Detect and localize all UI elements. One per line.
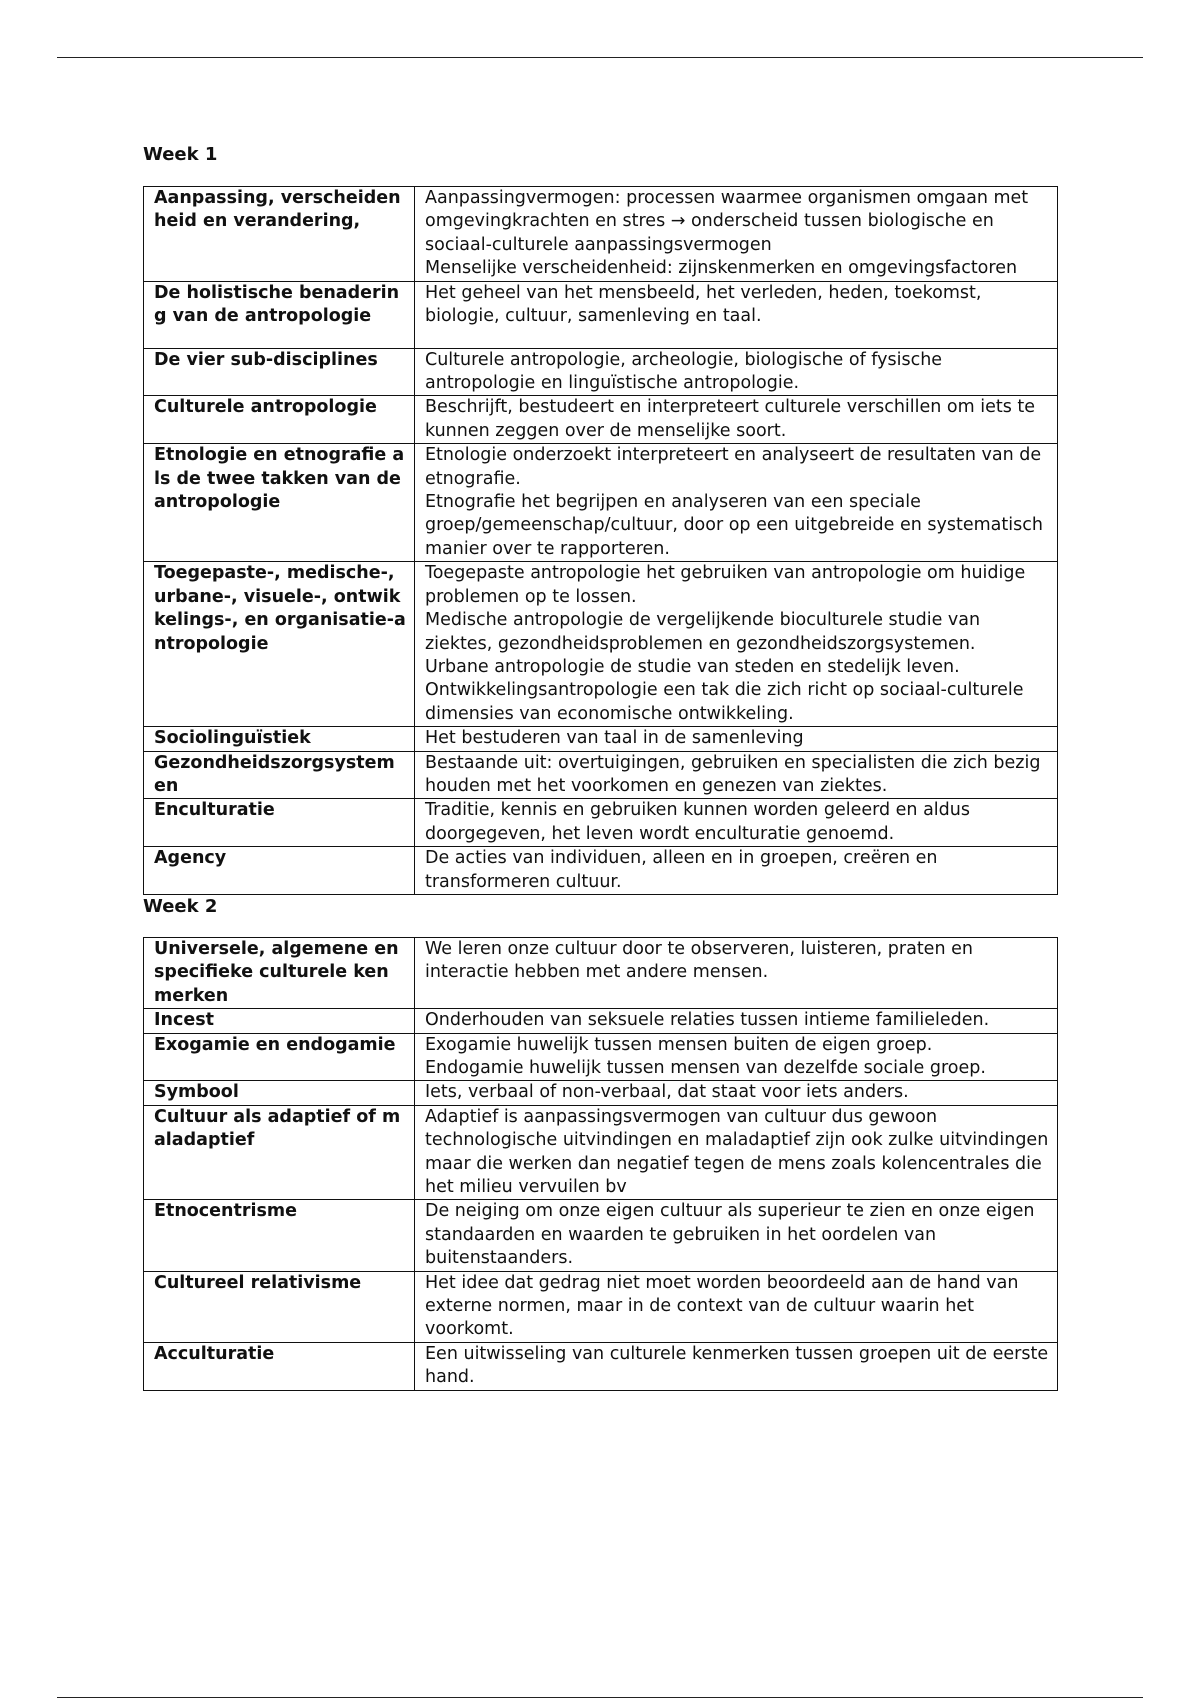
term-label: De vier sub-disciplines xyxy=(154,349,378,370)
definition-cell xyxy=(415,1081,1058,1105)
term-label: Symbool xyxy=(154,1082,239,1103)
term-label: De holistische benadering van de antropologie xyxy=(154,282,400,327)
term-label: Culturele antropologie xyxy=(154,397,377,418)
term-label: Etnologie en etnografie als de twee takken van de antropologie xyxy=(154,445,405,513)
term-cell xyxy=(144,1081,415,1105)
definition-text: Exogamie huwelijk tussen mensen buiten de eigen groep. xyxy=(425,1034,933,1055)
term-cell xyxy=(144,751,415,799)
term-cell xyxy=(144,396,415,444)
term-label: Exogamie en endogamie xyxy=(154,1034,396,1055)
definition-text: Toegepaste antropologie het gebruiken van antropologie om huidige problemen op te lossen. xyxy=(425,563,1026,607)
definition-cell xyxy=(415,1200,1058,1271)
definition-cell xyxy=(415,727,1058,751)
week-2-table-body xyxy=(144,937,1058,1390)
term-cell xyxy=(144,1033,415,1081)
definition-text: Endogamie huwelijk tussen mensen van dezelfde sociale groep. xyxy=(425,1058,986,1078)
week-1-heading: Week 1 xyxy=(143,144,218,165)
table-row xyxy=(144,396,1058,444)
term-cell xyxy=(144,1009,415,1033)
definition-text: Bestaande uit: overtuigingen, gebruiken en specialisten die zich bezig houden met het voorkomen en genezen van ziektes. xyxy=(425,752,1041,796)
term-label: Aanpassing, verscheidenheid en verandering, xyxy=(154,188,401,232)
definition-cell xyxy=(415,1105,1058,1200)
definition-text: Aanpassingvermogen: processen waarmee organismen omgaan met omgevingkrachten en stres → onderscheid tussen biologische en sociaal-culturele aanpassingsvermogen xyxy=(425,188,1029,255)
term-cell xyxy=(144,847,415,895)
document-body xyxy=(143,143,1058,1391)
term-cell xyxy=(144,727,415,751)
term-cell xyxy=(144,1200,415,1271)
term-cell xyxy=(144,1342,415,1390)
definition-cell xyxy=(415,847,1058,895)
table-row xyxy=(144,727,1058,751)
definition-text: Ontwikkelingsantropologie een tak die zich richt op sociaal-culturele dimensies van economische ontwikkeling. xyxy=(425,680,1024,724)
table-row xyxy=(144,1342,1058,1390)
definition-text: Onderhouden van seksuele relaties tussen intieme familieleden. xyxy=(425,1010,990,1031)
term-cell xyxy=(144,348,415,396)
definition-text: De acties van individuen, alleen en in groepen, creëren en transformeren cultuur. xyxy=(425,848,938,892)
term-cell xyxy=(144,799,415,847)
definition-text: Het geheel van het mensbeeld, het verleden, heden, toekomst, biologie, cultuur, samenleving en taal. xyxy=(425,282,982,327)
table-row xyxy=(144,1200,1058,1271)
term-label: Cultuur als adaptief of maladaptief xyxy=(154,1106,401,1151)
header-rule xyxy=(57,57,1143,58)
definition-text: Traditie, kennis en gebruiken kunnen worden geleerd en aldus doorgegeven, het leven wordt enculturatie genoemd. xyxy=(425,800,970,844)
term-label: Toegepaste-, medische-, urbane-, visuele-, ontwikkelings-, en organisatie-antropologie xyxy=(154,563,406,654)
definition-cell xyxy=(415,1271,1058,1342)
term-label: Gezondheidszorgsystemen xyxy=(154,752,395,796)
term-label: Incest xyxy=(154,1010,214,1031)
term-cell xyxy=(144,187,415,282)
definition-text: Culturele antropologie, archeologie, biologische of fysische antropologie en linguïstische antropologie. xyxy=(425,349,943,394)
definition-text: Etnologie onderzoekt interpreteert en analyseert de resultaten van de etnografie. xyxy=(425,445,1042,489)
table-row xyxy=(144,348,1058,396)
table-row xyxy=(144,847,1058,895)
definition-cell xyxy=(415,396,1058,444)
term-label: Sociolinguïstiek xyxy=(154,728,311,749)
definition-text: Het idee dat gedrag niet moet worden beoordeeld aan de hand van externe normen, maar in de context van de cultuur waarin het voorkomt. xyxy=(425,1272,1019,1340)
definition-cell xyxy=(415,937,1058,1008)
definition-text: Medische antropologie de vergelijkende bioculturele studie van ziektes, gezondheidsproblemen en gezondheidszorgsystemen. xyxy=(425,610,981,654)
table-row xyxy=(144,1105,1058,1200)
week-2-table xyxy=(143,937,1058,1391)
definition-cell xyxy=(415,348,1058,396)
term-cell xyxy=(144,937,415,1008)
table-row xyxy=(144,562,1058,727)
term-label: Universele, algemene en specifieke culturele kenmerken xyxy=(154,938,399,1006)
term-cell xyxy=(144,281,415,348)
definition-text: Menselijke verscheidenheid: zijnskenmerken en omgevingsfactoren xyxy=(425,258,1018,279)
definition-text: We leren onze cultuur door te observeren, luisteren, praten en interactie hebben met andere mensen. xyxy=(425,938,973,983)
definition-cell xyxy=(415,751,1058,799)
footer-rule xyxy=(57,1697,1143,1698)
table-row xyxy=(144,1033,1058,1081)
definition-cell xyxy=(415,187,1058,282)
definition-cell xyxy=(415,444,1058,562)
definition-cell xyxy=(415,281,1058,348)
week-1-table-body xyxy=(144,187,1058,895)
definition-cell xyxy=(415,1009,1058,1033)
table-row xyxy=(144,937,1058,1008)
table-row xyxy=(144,444,1058,562)
definition-text: Beschrijft, bestudeert en interpreteert culturele verschillen om iets te kunnen zeggen over de menselijke soort. xyxy=(425,397,1036,441)
week-2-heading: Week 2 xyxy=(143,895,218,917)
term-cell xyxy=(144,1105,415,1200)
term-label: Enculturatie xyxy=(154,800,275,821)
definition-text: Het bestuderen van taal in de samenleving xyxy=(425,728,804,749)
term-label: Acculturatie xyxy=(154,1343,275,1364)
definition-text: De neiging om onze eigen cultuur als superieur te zien en onze eigen standaarden en waarden te gebruiken in het oordelen van buitenstaanders. xyxy=(425,1201,1035,1269)
definition-cell xyxy=(415,1033,1058,1081)
term-cell xyxy=(144,444,415,562)
table-row xyxy=(144,751,1058,799)
definition-cell xyxy=(415,562,1058,727)
term-label: Cultureel relativisme xyxy=(154,1272,362,1293)
table-row xyxy=(144,187,1058,282)
definition-cell xyxy=(415,799,1058,847)
term-cell xyxy=(144,562,415,727)
definition-text: Een uitwisseling van culturele kenmerken tussen groepen uit de eerste hand. xyxy=(425,1343,1049,1388)
week-1-table xyxy=(143,186,1058,895)
term-cell xyxy=(144,1271,415,1342)
table-row xyxy=(144,1081,1058,1105)
table-row xyxy=(144,1009,1058,1033)
definition-text: Iets, verbaal of non-verbaal, dat staat voor iets anders. xyxy=(425,1082,909,1103)
definition-text: Adaptief is aanpassingsvermogen van cultuur dus gewoon technologische uitvindingen en maladaptief zijn ook zulke uitvindingen maar die werken dan negatief tegen de mens zoals kolencentrales die het milieu vervuilen bv xyxy=(425,1106,1049,1198)
definition-cell xyxy=(415,1342,1058,1390)
term-label: Agency xyxy=(154,848,227,869)
table-row xyxy=(144,1271,1058,1342)
table-row xyxy=(144,799,1058,847)
definition-text: Urbane antropologie de studie van steden en stedelijk leven. xyxy=(425,656,960,677)
definition-text: Etnografie het begrijpen en analyseren van een speciale groep/gemeenschap/cultuur, door op een uitgebreide en systematisch manier over te rapporteren. xyxy=(425,492,1043,559)
term-label: Etnocentrisme xyxy=(154,1201,298,1222)
table-row xyxy=(144,281,1058,348)
